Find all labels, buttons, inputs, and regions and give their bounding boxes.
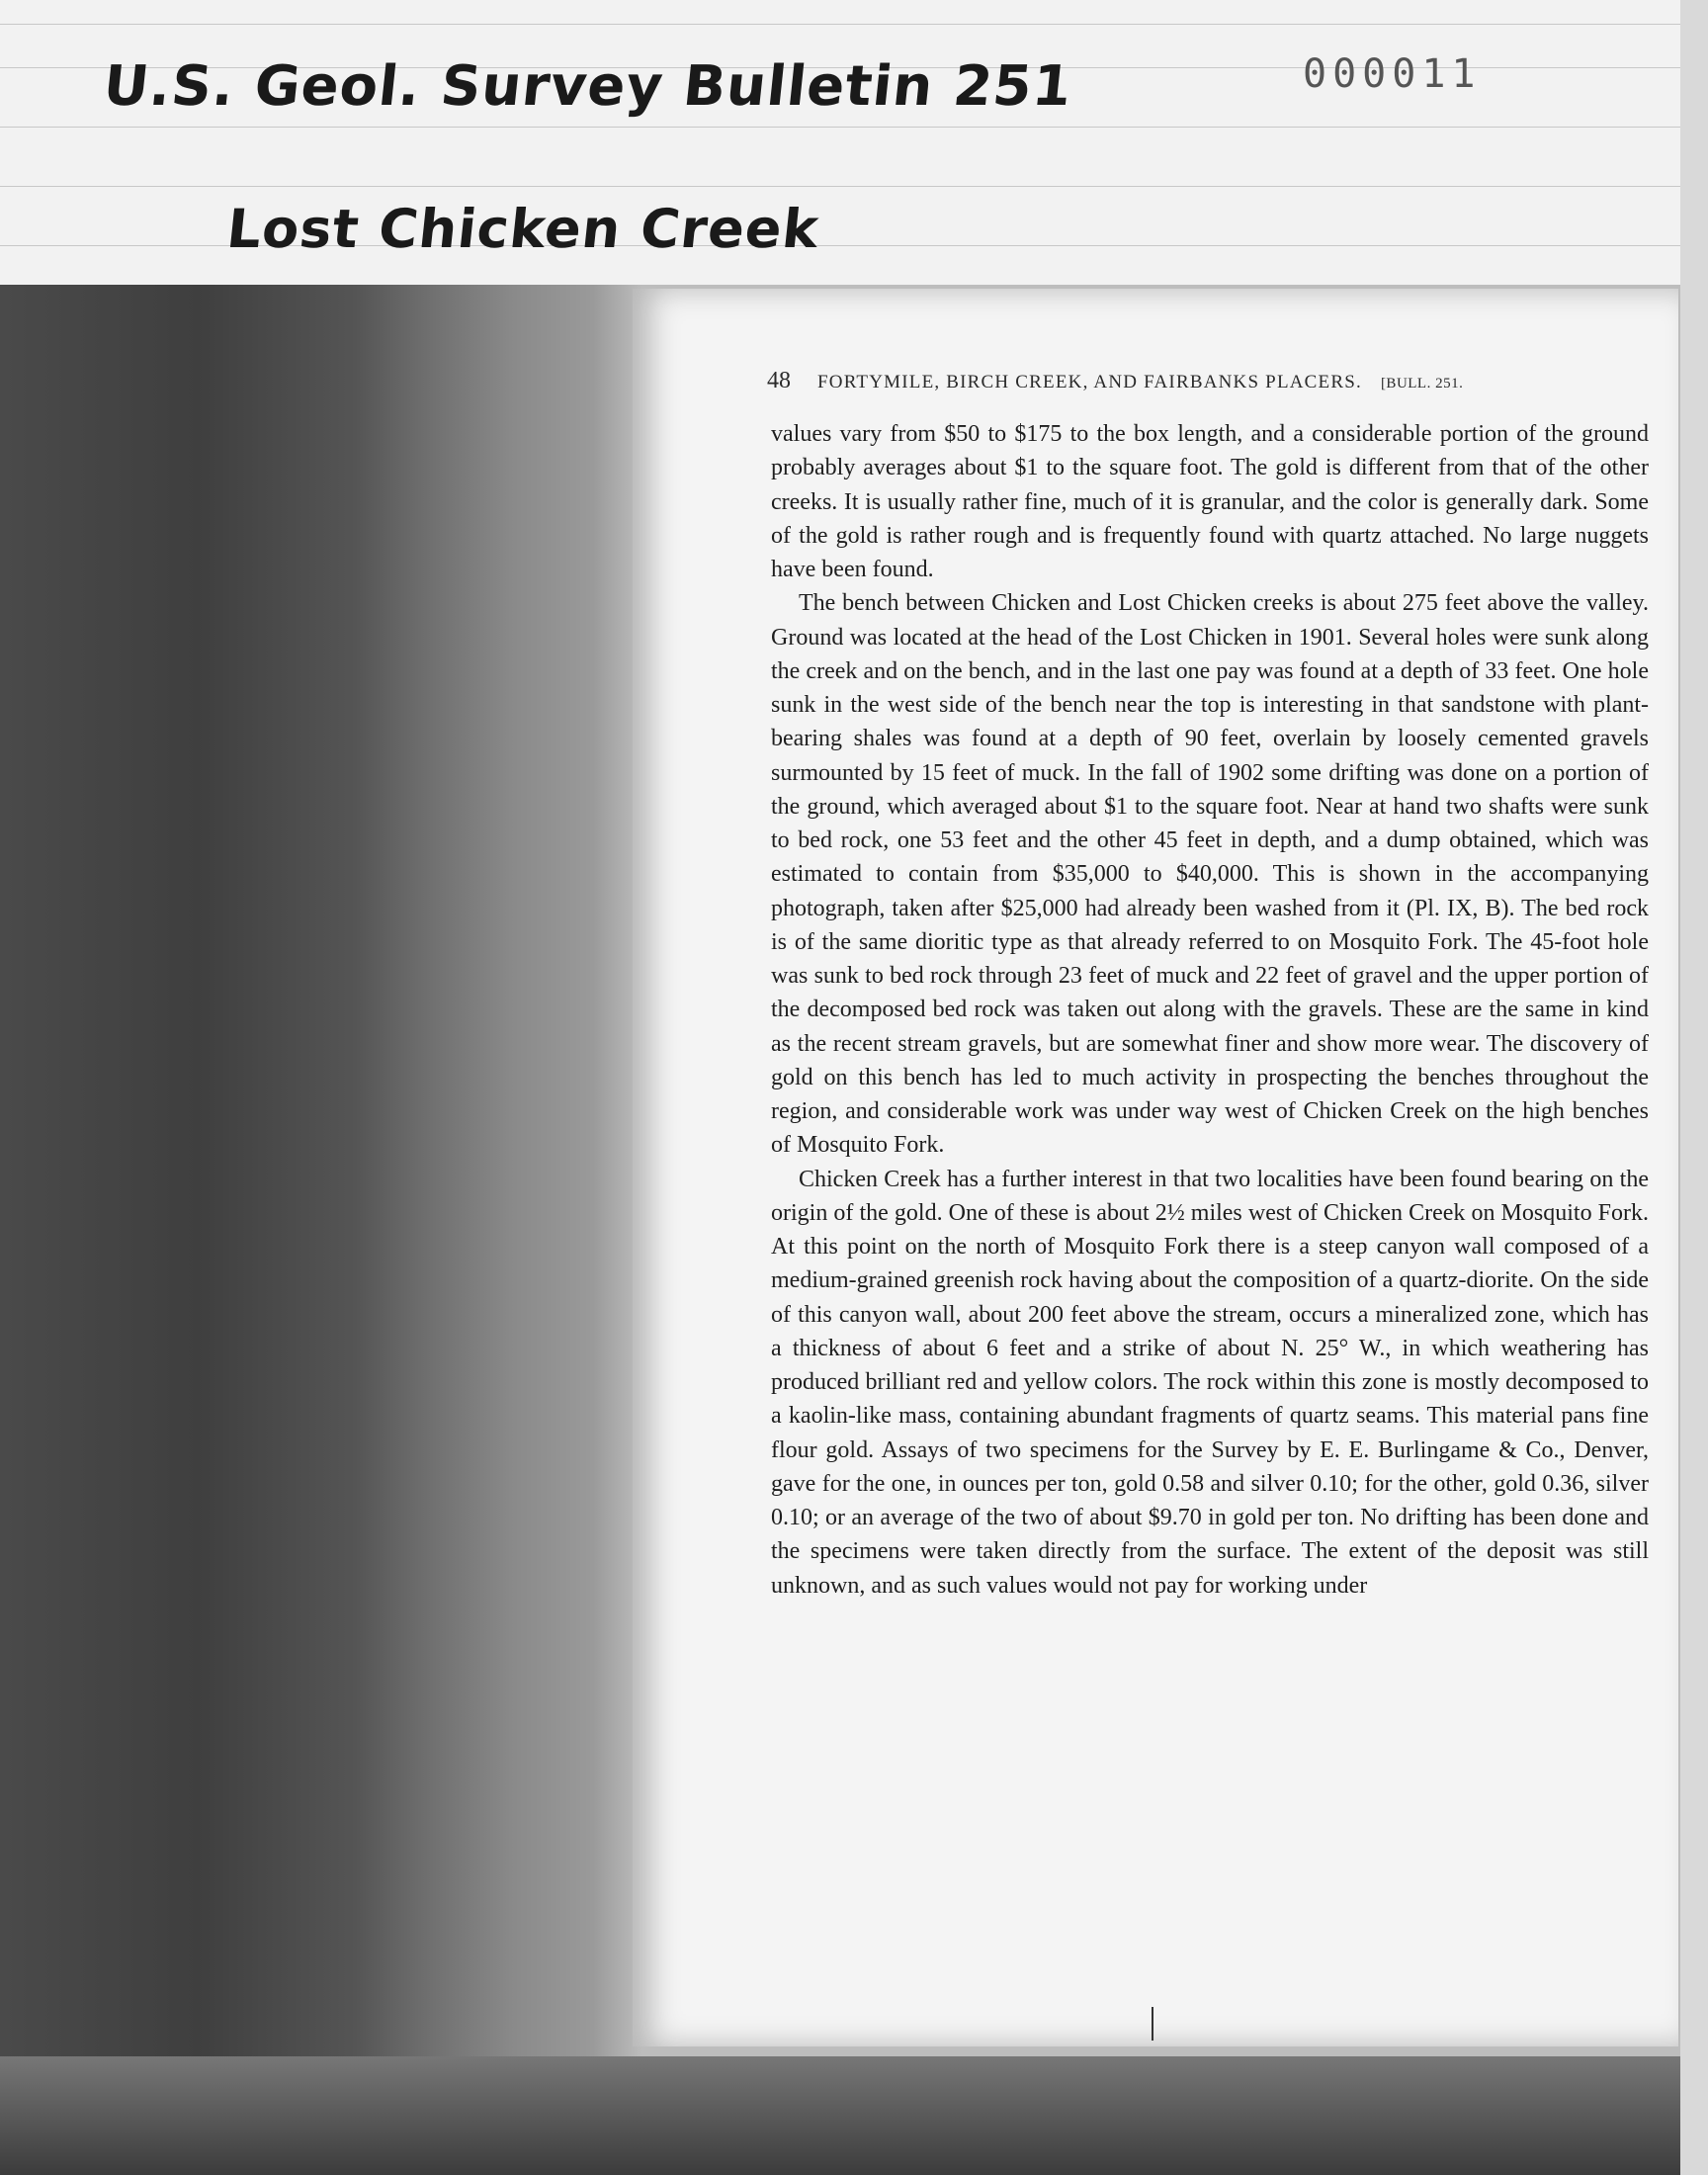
handwritten-bulletin-title: U.S. Geol. Survey Bulletin 251 [100, 54, 1076, 119]
running-head [767, 368, 1647, 394]
page-number: 48 [767, 368, 791, 393]
bulletin-reference: [BULL. 251. [1380, 376, 1464, 392]
photocopy-shadow-bottom [0, 2056, 1680, 2175]
paragraph: Chicken Creek has a further interest in that two localities have been found bearing on the origin of the gold. One of these is about 2½ miles west of Chicken Creek on Mosquito Fork. At this point on the north of Mosquito Fork there is a steep canyon wall composed of a medium-grained greenish rock having about the composition of a quartz-diorite. On the side of this canyon wall, about 200 feet above the stream, occurs a mineralized zone, which has a thickness of about 6 feet and a strike of about N. 25° W., in which weathering has produced brilliant red and yellow colors. The rock within this zone is mostly decomposed to a kaolin-like mass, containing abundant fragments of quartz seams. This material pans fine flour gold. Assays of two specimens for the Survey by E. E. Burlingame & Co., Denver, gave for the one, in ounces per ton, gold 0.58 and silver 0.10; for the other, gold 0.36, silver 0.10; or an average of the two of about $9.70 in gold per ton. No drifting has been done and the specimens were taken directly from the surface. The extent of the deposit was still unknown, and as such values would not pay for working under [771, 1166, 1649, 1599]
label-slip [0, 0, 1680, 287]
page-fold-mark [1152, 2007, 1153, 2041]
ruled-line [0, 24, 1680, 25]
scan-edge [1680, 0, 1708, 2175]
body-text [771, 417, 1649, 1603]
paragraph: The bench between Chicken and Lost Chicken creeks is about 275 feet above the valley. Ground was located at the head of the Lost Chicken in 1901. Several holes were sunk along the creek and on the bench, and in the last one pay was found at a depth of 33 feet. One hole sunk in the west side of the bench near the top is interesting in that sandstone with plant-bearing shales was found at a depth of 90 feet, overlain by loosely cemented gravels surmounted by 15 feet of muck. In the fall of 1902 some drifting was done on a portion of the ground, which averaged about $1 to the square foot. Near at hand two shafts were sunk to bed rock, one 53 feet and the other 45 feet in depth, and a dump obtained, which was estimated to contain from $35,000 to $40,000. This is shown in the accompanying photograph, taken after $25,000 had already been washed from it (Pl. IX, B). The bed rock is of the same dioritic type as that already referred to on Mosquito Fork. The 45-foot hole was sunk to bed rock through 23 feet of muck and 22 feet of gravel and the upper portion of the decomposed bed rock was taken out along with the gravels. These are the same in kind as the recent stream gravels, but are somewhat finer and show more wear. The discovery of gold on this bench has led to much activity in prospecting the benches throughout the region, and considerable work was under way west of Chicken Creek on the high benches of Mosquito Fork. [771, 590, 1649, 1159]
running-head-title: FORTYMILE, BIRCH CREEK, AND FAIRBANKS PLACERS. [817, 372, 1362, 392]
ruled-line [0, 186, 1680, 187]
ruled-line [0, 127, 1680, 128]
paragraph: values vary from $50 to $175 to the box length, and a considerable portion of the ground probably averages about $1 to the square foot. The gold is different from that of the other creeks. It is usually rather fine, much of it is granular, and the color is generally dark. Some of the gold is rather rough and is frequently found with quartz attached. No large nuggets have been found. [771, 421, 1649, 582]
stamp-number: 000011 [1303, 51, 1482, 97]
handwritten-creek-name: Lost Chicken Creek [223, 198, 822, 260]
